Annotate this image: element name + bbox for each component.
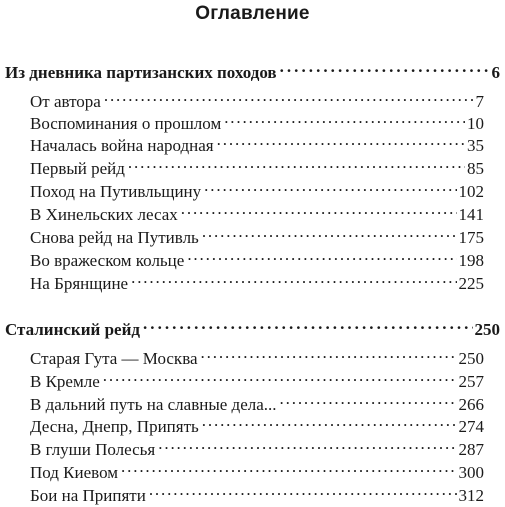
part-page-number: 250	[474, 320, 500, 339]
dot-leader	[202, 221, 457, 243]
chapter-page-number: 35	[467, 136, 484, 155]
toc-entry[interactable]	[30, 267, 484, 295]
chapter-page-number: 7	[475, 92, 484, 111]
chapter-page-number: 250	[458, 349, 484, 368]
part-title: Сталинский рейд	[5, 320, 140, 339]
dot-leader	[128, 152, 465, 174]
chapter-title: Старая Гута — Москва	[30, 349, 198, 368]
chapter-title: Началась война народная	[30, 136, 214, 155]
chapter-page-number: 198	[458, 251, 484, 270]
toc-entry[interactable]	[30, 479, 484, 507]
dot-leader	[143, 313, 473, 335]
chapter-page-number: 102	[458, 182, 484, 201]
dot-leader	[224, 107, 465, 129]
chapter-title: Первый рейд	[30, 159, 125, 178]
dot-leader	[201, 342, 457, 364]
chapter-title: Под Киевом	[30, 463, 119, 482]
chapter-title: В Хинельских лесах	[30, 205, 178, 224]
dot-leader	[187, 244, 456, 266]
dot-leader	[204, 175, 456, 197]
chapter-title: В дальний путь на славные дела...	[30, 395, 277, 414]
chapter-page-number: 312	[458, 486, 484, 505]
dot-leader	[149, 479, 457, 501]
chapter-page-number: 274	[458, 417, 484, 436]
chapter-page-number: 257	[458, 372, 484, 391]
chapter-title: На Брянщине	[30, 274, 129, 293]
dot-leader	[280, 388, 457, 410]
chapter-title: Воспоминания о прошлом	[30, 114, 222, 133]
dot-leader	[202, 410, 457, 432]
part-title: Из дневника партизанских походов	[5, 63, 277, 82]
chapter-page-number: 225	[458, 274, 484, 293]
dot-leader	[217, 129, 465, 151]
dot-leader	[131, 267, 456, 289]
dot-leader	[280, 56, 490, 78]
toc-title: Оглавление	[195, 3, 310, 24]
chapter-title: От автора	[30, 92, 101, 111]
toc-part-heading[interactable]	[5, 56, 500, 84]
part-page-number: 6	[491, 63, 500, 82]
chapter-page-number: 300	[458, 463, 484, 482]
chapter-title: Поход на Путивльщину	[30, 182, 202, 201]
chapter-title: В глуши Полесья	[30, 440, 156, 459]
chapter-title: Бои на Припяти	[30, 486, 146, 505]
dot-leader	[104, 85, 474, 107]
dot-leader	[158, 433, 456, 455]
dot-leader	[181, 198, 457, 220]
chapter-page-number: 85	[467, 159, 484, 178]
dot-leader	[121, 456, 456, 478]
chapter-title: Во вражеском кольце	[30, 251, 185, 270]
chapter-page-number: 266	[458, 395, 484, 414]
chapter-title: Снова рейд на Путивль	[30, 228, 199, 247]
chapter-page-number: 10	[467, 114, 484, 133]
chapter-title: В Кремле	[30, 372, 100, 391]
dot-leader	[103, 365, 457, 387]
chapter-page-number: 141	[458, 205, 484, 224]
chapter-page-number: 175	[458, 228, 484, 247]
chapter-page-number: 287	[458, 440, 484, 459]
toc-part-heading[interactable]	[5, 313, 500, 341]
chapter-title: Десна, Днепр, Припять	[30, 417, 199, 436]
